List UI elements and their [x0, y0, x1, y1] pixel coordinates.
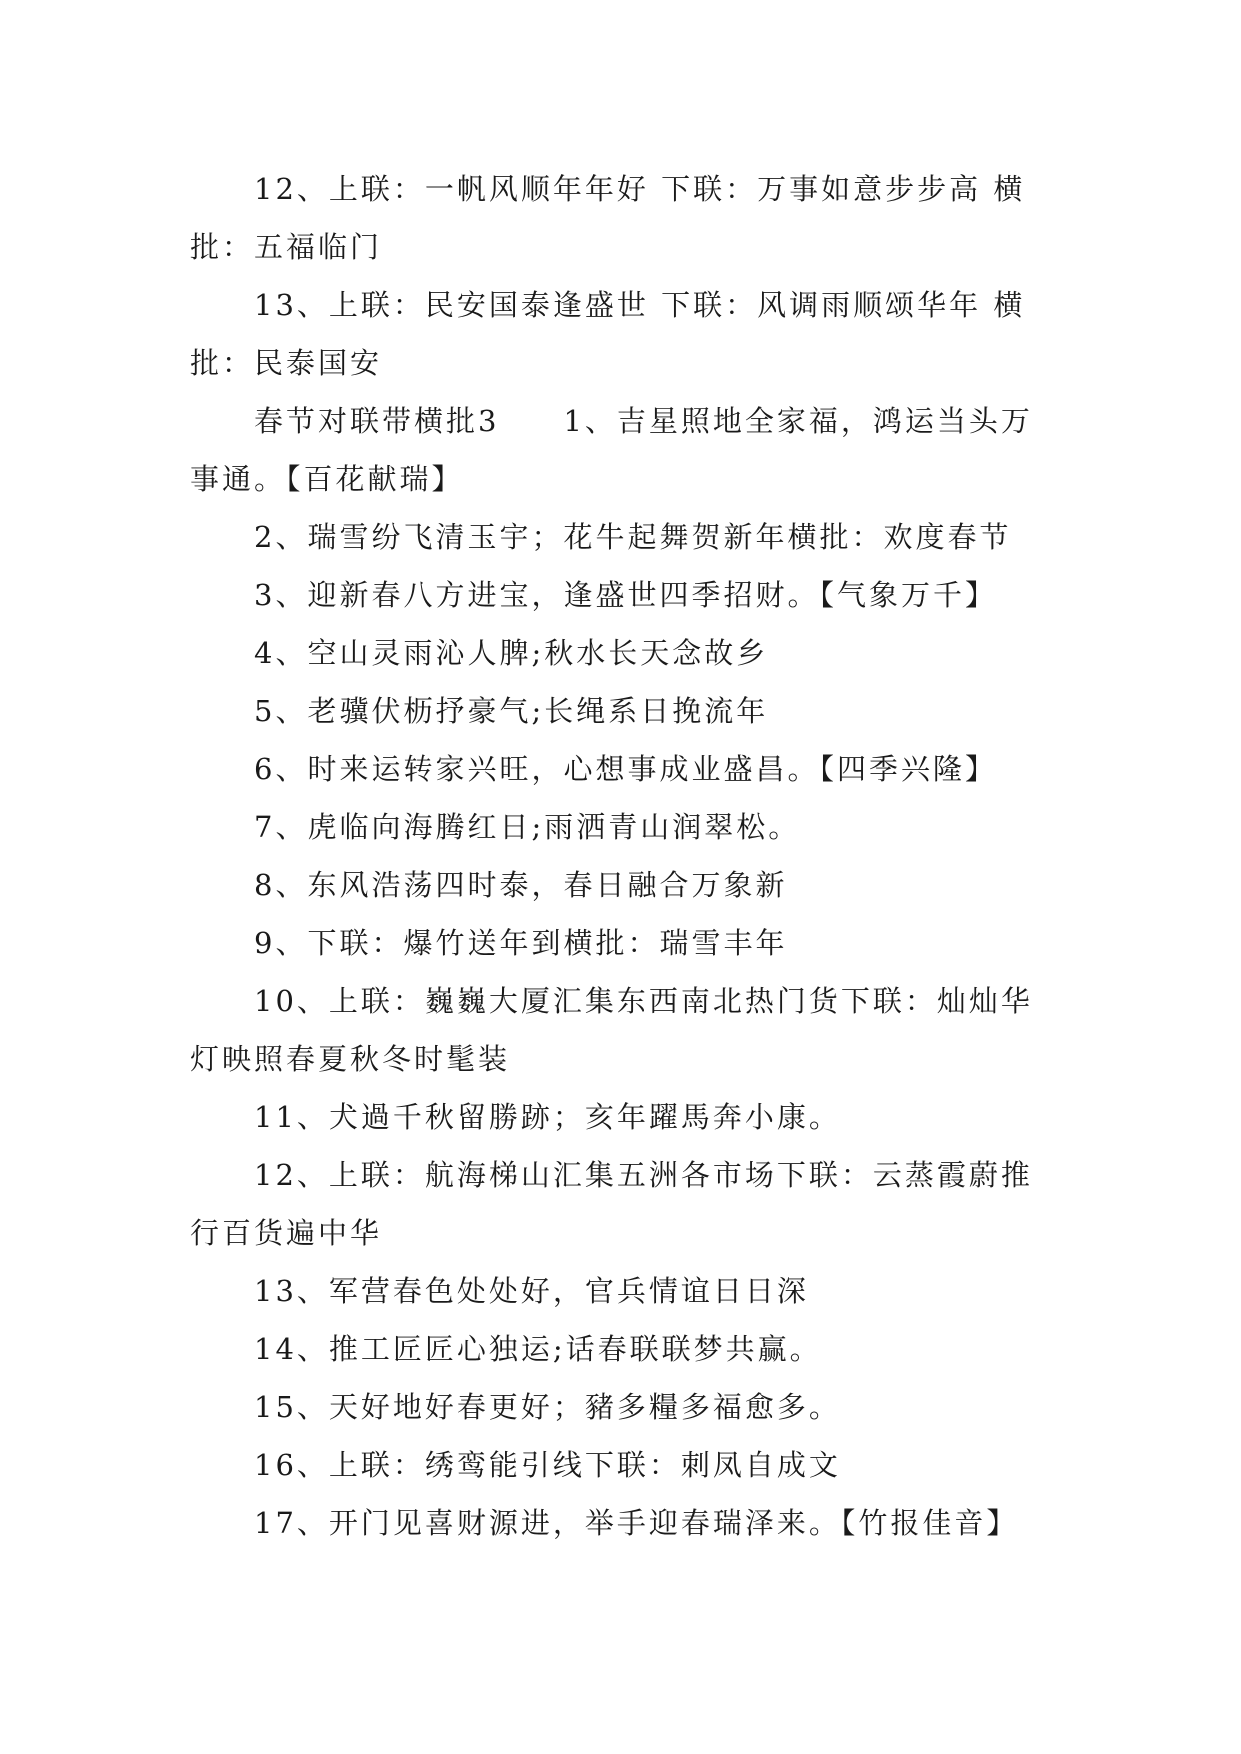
paragraph: 7、虎临向海腾红日;雨洒青山润翠松。: [254, 810, 801, 844]
paragraph: 8、东风浩荡四时泰，春日融合万象新: [254, 868, 788, 902]
document-body: [190, 160, 1052, 1552]
paragraph: 10、上联：巍巍大厦汇集东西南北热门货下联：灿灿华灯映照春夏秋冬时髦装: [190, 984, 1033, 1076]
paragraph: 6、时来运转家兴旺，心想事成业盛昌。【四季兴隆】: [254, 752, 997, 786]
paragraph: 13、军营春色处处好，官兵情谊日日深: [254, 1274, 809, 1308]
paragraph: 17、开门见喜财源进，举手迎春瑞泽来。【竹报佳音】: [254, 1506, 1019, 1540]
paragraph: 16、上联：绣鸾能引线下联：刺凤自成文: [254, 1448, 841, 1482]
paragraph: 春节对联带横批3 1、吉星照地全家福，鸿运当头万事通。【百花献瑞】: [190, 404, 1033, 496]
paragraph: 13、上联：民安国泰逢盛世 下联：风调雨顺颂华年 横批：民泰国安: [190, 288, 1026, 380]
paragraph: 3、迎新春八方进宝，逢盛世四季招财。【气象万千】: [254, 578, 997, 612]
paragraph: 12、上联：航海梯山汇集五洲各市场下联：云蒸霞蔚推行百货遍中华: [190, 1158, 1033, 1250]
paragraph: 15、天好地好春更好；豬多糧多福愈多。: [254, 1390, 841, 1424]
paragraph: 2、瑞雪纷飞清玉宇；花牛起舞贺新年横批：欢度春节: [254, 520, 1012, 554]
paragraph: 14、推工匠匠心独运;话春联联梦共赢。: [254, 1332, 822, 1366]
paragraph: 12、上联：一帆风顺年年好 下联：万事如意步步高 横批：五福临门: [190, 172, 1026, 264]
paragraph: 9、下联：爆竹送年到横批：瑞雪丰年: [254, 926, 788, 960]
paragraph: 11、犬過千秋留勝跡；亥年躍馬奔小康。: [254, 1100, 841, 1134]
paragraph: 5、老骥伏枥抒豪气;长绳系日挽流年: [254, 694, 769, 728]
paragraph: 4、空山灵雨沁人脾;秋水长天念故乡: [254, 636, 769, 670]
